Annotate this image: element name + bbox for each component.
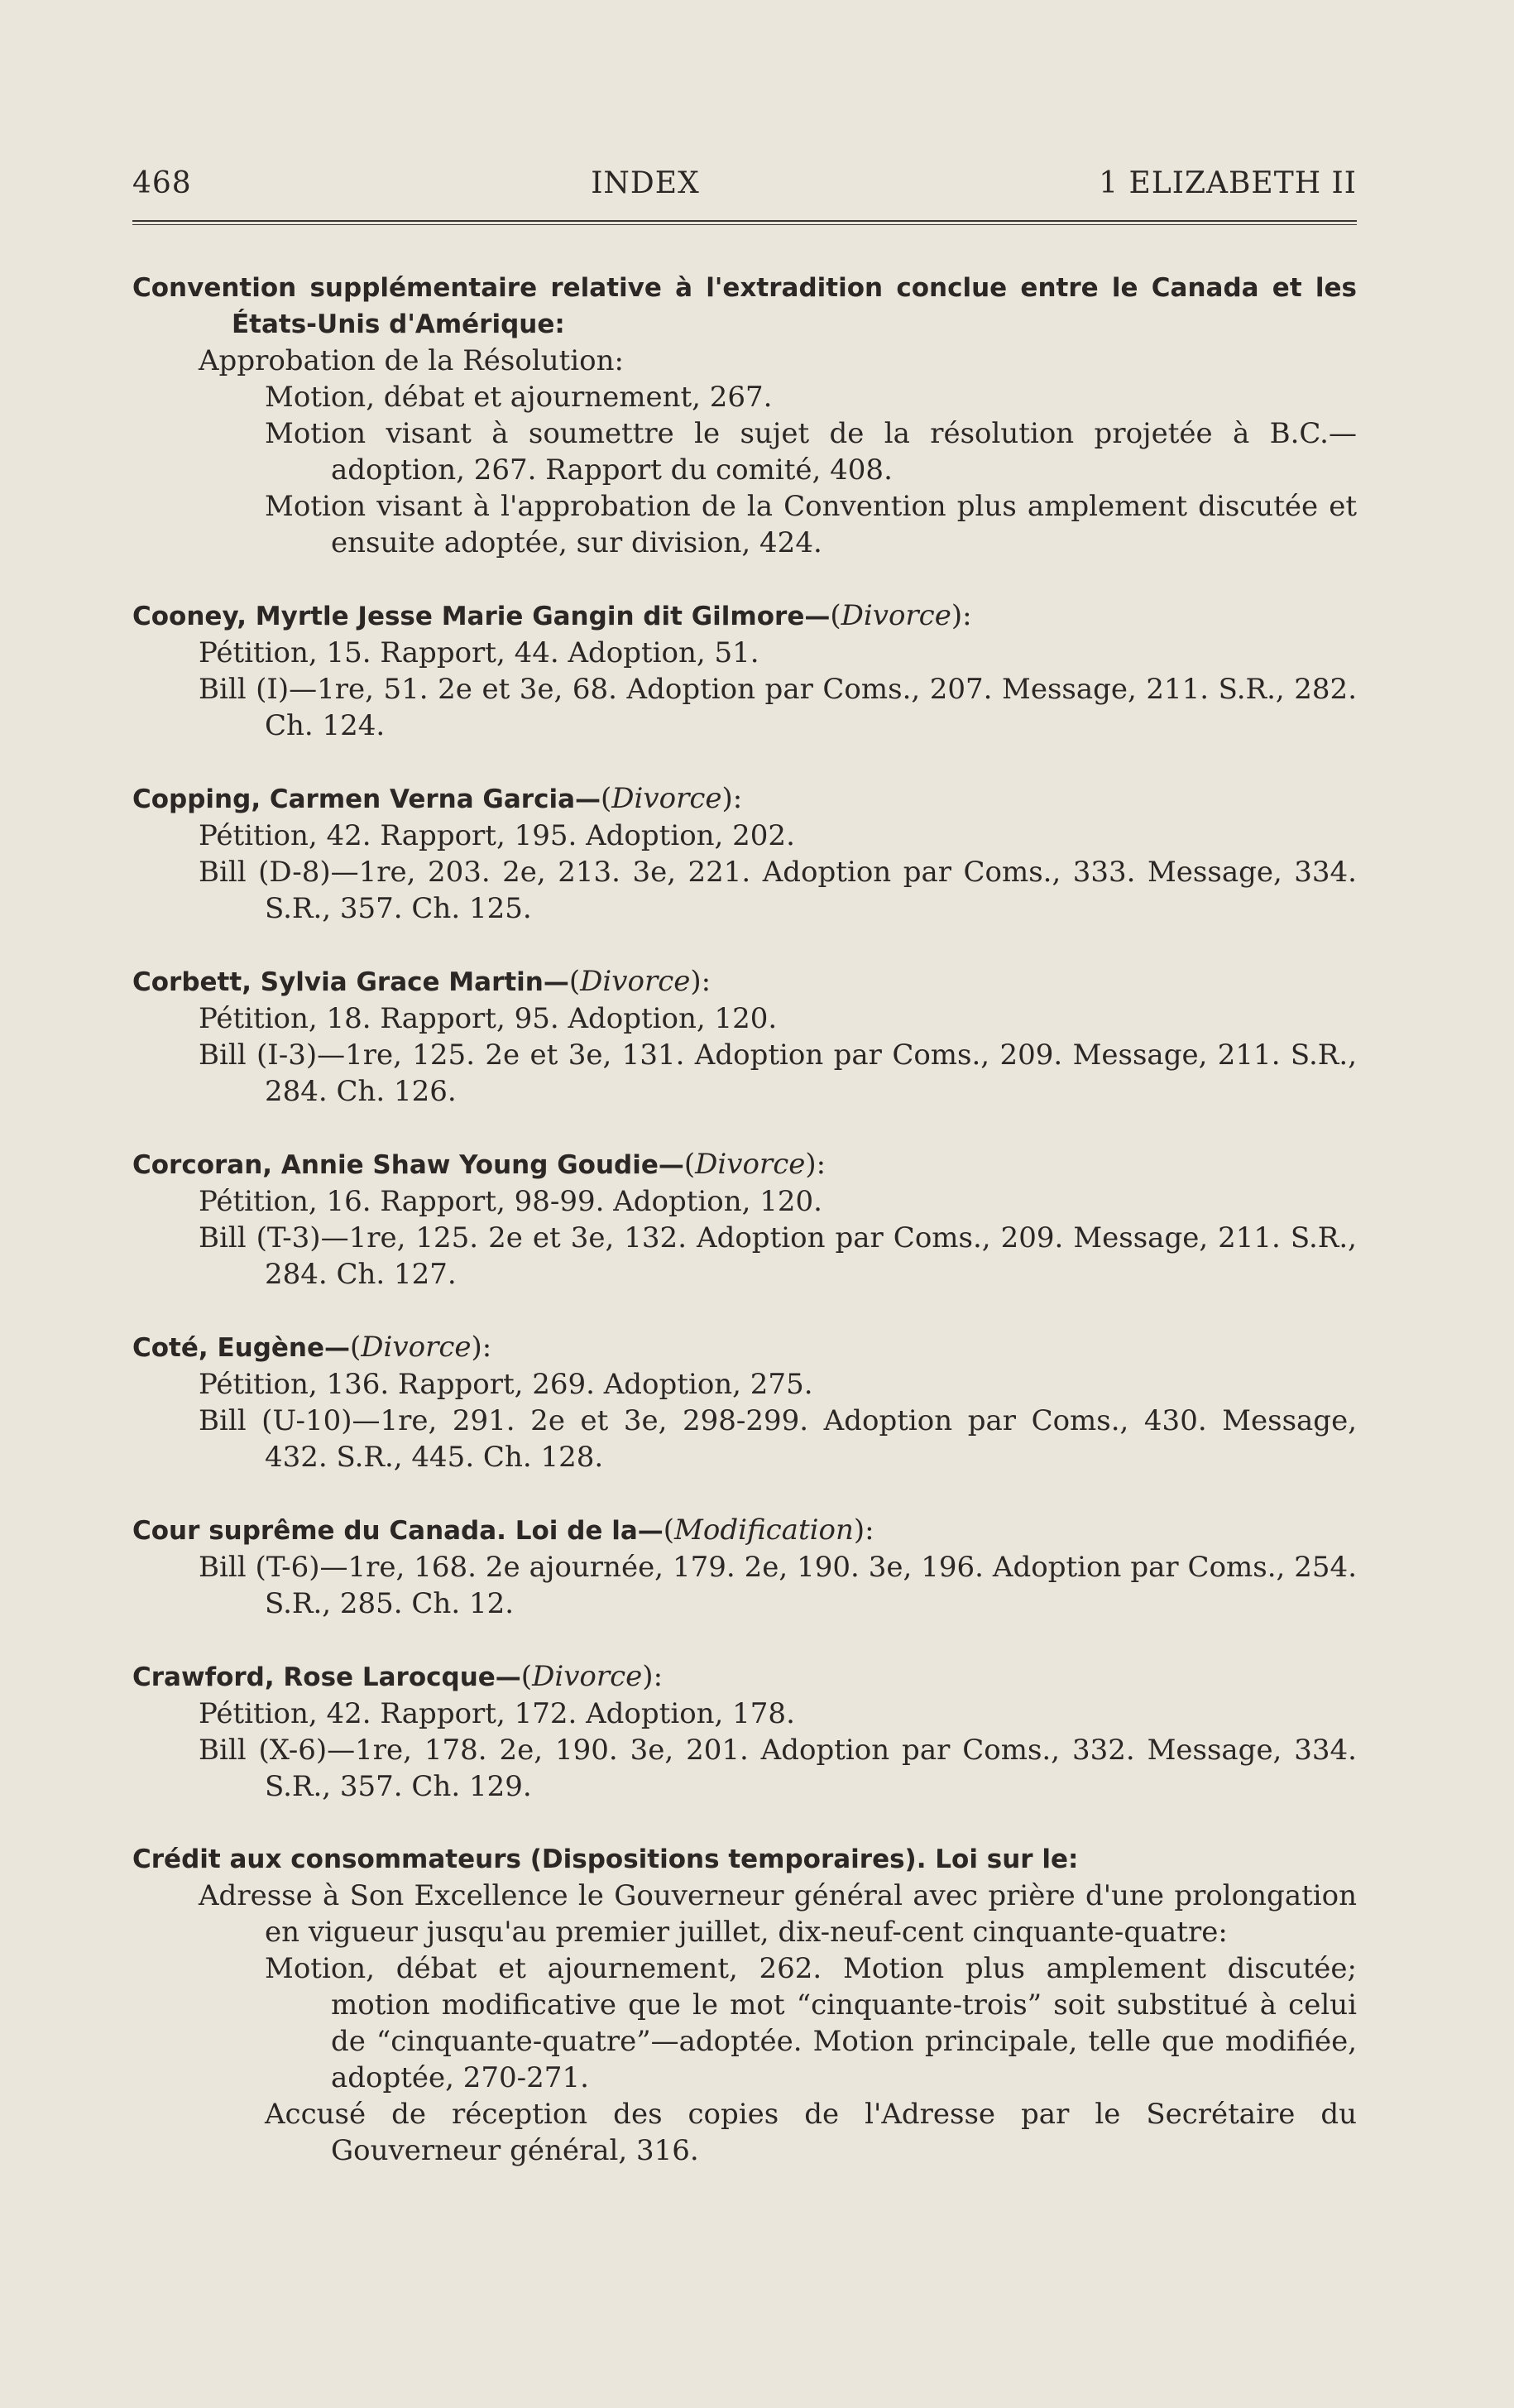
entry-heading: Convention supplémentaire relative à l'extradition conclue entre le Canada et les États-Unis d'Amérique: bbox=[132, 273, 1357, 339]
entry-line: Bill (T-6)—1re, 168. 2e ajournée, 179. 2e, 190. 3e, 196. Adoption par Coms., 254. S.R., 285. Ch. 12. bbox=[199, 1551, 1357, 1620]
entry-line: Bill (U-10)—1re, 291. 2e et 3e, 298-299. Adoption par Coms., 430. Message, 432. S.R., 445. Ch. 128. bbox=[199, 1404, 1357, 1474]
entry-tag: Divorce bbox=[611, 782, 722, 815]
entry-line: Pétition, 18. Rapport, 95. Adoption, 120. bbox=[199, 1002, 778, 1035]
entry-name: Cour suprême du Canada. Loi de la— bbox=[132, 1516, 664, 1546]
entry-line: Pétition, 136. Rapport, 269. Adoption, 275. bbox=[199, 1368, 813, 1401]
entry-line: Pétition, 15. Rapport, 44. Adoption, 51. bbox=[199, 636, 759, 669]
reign-label: 1 ELIZABETH II bbox=[1099, 166, 1357, 200]
index-page bbox=[132, 165, 1357, 2205]
entry-tag: Divorce bbox=[532, 1660, 643, 1693]
entry-line: Motion visant à l'approbation de la Convention plus amplement discutée et ensuite adoptée, sur division, 424. bbox=[265, 490, 1357, 559]
entry-tag: Divorce bbox=[695, 1148, 806, 1181]
entry-tag: Divorce bbox=[841, 599, 951, 632]
index-entry bbox=[132, 1146, 1357, 1293]
entry-line: Pétition, 42. Rapport, 172. Adoption, 178. bbox=[199, 1697, 795, 1730]
index-entries bbox=[132, 270, 1357, 2169]
index-entry bbox=[132, 1658, 1357, 1805]
entry-line: Accusé de réception des copies de l'Adresse par le Secrétaire du Gouverneur général, 316. bbox=[265, 2098, 1357, 2167]
entry-heading: Crédit aux consommateurs (Dispositions temporaires). Loi sur le: bbox=[132, 1844, 1079, 1874]
index-entry bbox=[132, 597, 1357, 744]
index-entry bbox=[132, 963, 1357, 1110]
entry-line: Bill (T-3)—1re, 125. 2e et 3e, 132. Adoption par Coms., 209. Message, 211. S.R., 284. Ch. 127. bbox=[199, 1221, 1357, 1291]
entry-tag: Divorce bbox=[580, 965, 691, 998]
entry-name: Cooney, Myrtle Jesse Marie Gangin dit Gilmore— bbox=[132, 602, 831, 631]
entry-line: Bill (X-6)—1re, 178. 2e, 190. 3e, 201. Adoption par Coms., 332. Message, 334. S.R., 357. Ch. 129. bbox=[199, 1734, 1357, 1803]
page-header bbox=[132, 165, 1357, 215]
index-entry bbox=[132, 780, 1357, 927]
entry-line: Motion visant à soumettre le sujet de la résolution projetée à B.C.—adoption, 267. Rapport du comité, 408. bbox=[265, 417, 1357, 487]
index-entry bbox=[132, 270, 1357, 561]
entry-subheading: Approbation de la Résolution: bbox=[199, 344, 624, 377]
entry-tag: Divorce bbox=[361, 1331, 472, 1364]
page-number: 468 bbox=[132, 166, 192, 200]
index-entry bbox=[132, 1329, 1357, 1475]
entry-name: Crawford, Rose Larocque— bbox=[132, 1662, 521, 1692]
entry-heading: Crawford, Rose Larocque—(Divorce): bbox=[132, 1660, 664, 1693]
entry-line: Pétition, 42. Rapport, 195. Adoption, 202. bbox=[199, 819, 795, 852]
entry-line: Bill (D-8)—1re, 203. 2e, 213. 3e, 221. Adoption par Coms., 333. Message, 334. S.R., 357. Ch. 125. bbox=[199, 856, 1357, 925]
entry-line: Bill (I-3)—1re, 125. 2e et 3e, 131. Adoption par Coms., 209. Message, 211. S.R., 284. Ch. 126. bbox=[199, 1039, 1357, 1108]
entry-heading: Copping, Carmen Verna Garcia—(Divorce): bbox=[132, 782, 743, 815]
entry-heading: Cour suprême du Canada. Loi de la—(Modification): bbox=[132, 1513, 874, 1547]
entry-heading: Corbett, Sylvia Grace Martin—(Divorce): bbox=[132, 965, 711, 998]
entry-heading: Corcoran, Annie Shaw Young Goudie—(Divorce): bbox=[132, 1148, 826, 1181]
entry-name: Corcoran, Annie Shaw Young Goudie— bbox=[132, 1150, 684, 1180]
entry-heading: Cooney, Myrtle Jesse Marie Gangin dit Gilmore—(Divorce): bbox=[132, 599, 972, 632]
section-title: INDEX bbox=[591, 166, 700, 200]
entry-name: Coté, Eugène— bbox=[132, 1333, 351, 1363]
entry-heading: Coté, Eugène—(Divorce): bbox=[132, 1331, 492, 1364]
entry-line: Bill (I)—1re, 51. 2e et 3e, 68. Adoption par Coms., 207. Message, 211. S.R., 282. Ch. 124. bbox=[199, 673, 1357, 742]
entry-name: Corbett, Sylvia Grace Martin— bbox=[132, 967, 569, 997]
entry-line: Motion, débat et ajournement, 262. Motion plus amplement discutée; motion modificative que le mot “cinquante-trois” soit substitué à celui de “cinquante-quatre”—adoptée. Motion principale, telle que modifiée, adoptée, 270-271. bbox=[265, 1952, 1357, 2094]
entry-line: Pétition, 16. Rapport, 98-99. Adoption, 120. bbox=[199, 1185, 822, 1218]
index-entry bbox=[132, 1512, 1357, 1622]
entry-name: Copping, Carmen Verna Garcia— bbox=[132, 784, 601, 814]
entry-tag: Modification bbox=[674, 1513, 854, 1547]
header-rule bbox=[132, 220, 1357, 225]
index-entry bbox=[132, 1841, 1357, 2169]
entry-subheading: Adresse à Son Excellence le Gouverneur général avec prière d'une prolongation en vigueur jusqu'au premier juillet, dix-neuf-cent cinquante-quatre: bbox=[199, 1879, 1357, 1949]
entry-line: Motion, débat et ajournement, 267. bbox=[265, 381, 773, 414]
